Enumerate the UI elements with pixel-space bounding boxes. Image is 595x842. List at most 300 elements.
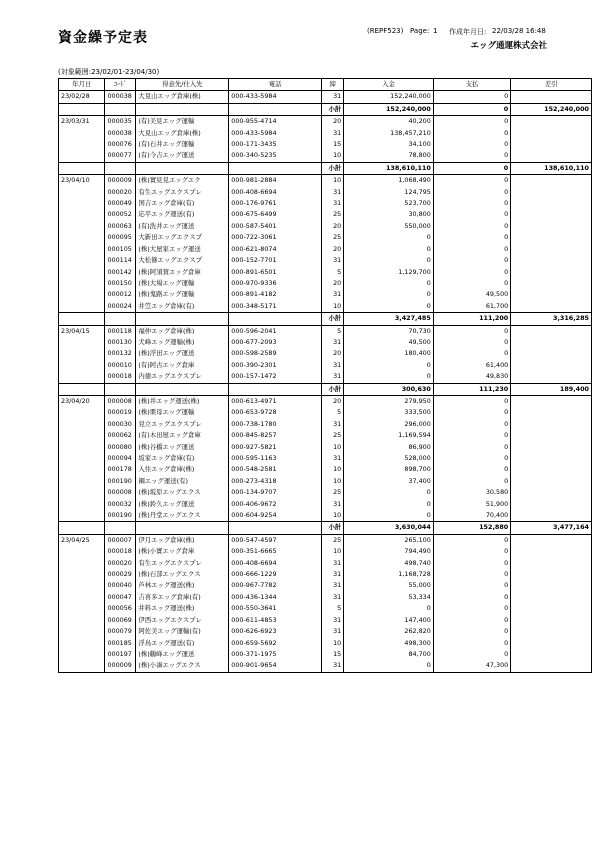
balance-cell bbox=[511, 395, 592, 407]
receipt-cell: 70,730 bbox=[344, 325, 434, 337]
phone-cell: 000-176-9761 bbox=[229, 198, 322, 209]
phone-cell bbox=[229, 383, 322, 395]
subtotal-receipt: 300,630 bbox=[344, 383, 434, 395]
table-row bbox=[59, 325, 592, 337]
partner-cell: (有)洗井エッグ運送 bbox=[136, 221, 229, 232]
phone-cell: 000-547-4597 bbox=[229, 534, 322, 546]
code-cell: 000130 bbox=[105, 337, 136, 348]
partner-cell: 内徳エッグエクスプレ bbox=[136, 371, 229, 383]
partner-cell: (有)石井エッグ運輸 bbox=[136, 139, 229, 150]
phone-cell: 000-970-9336 bbox=[229, 278, 322, 289]
table-row bbox=[59, 187, 592, 198]
balance-cell bbox=[511, 278, 592, 289]
partner-cell: (株)石部エッグエクス bbox=[136, 569, 229, 580]
partner-cell: (株)井エッグ運送(株) bbox=[136, 395, 229, 407]
phone-cell bbox=[229, 103, 322, 115]
receipt-cell: 0 bbox=[344, 510, 434, 522]
date-cell: 23/03/31 bbox=[59, 116, 105, 128]
program-id: (REPF523) bbox=[367, 27, 404, 35]
payment-cell: 0 bbox=[433, 221, 510, 232]
closing-day-cell: 31 bbox=[322, 558, 344, 569]
balance-cell bbox=[511, 116, 592, 128]
balance-cell bbox=[511, 91, 592, 103]
date-cell bbox=[59, 615, 105, 626]
payment-cell: 0 bbox=[433, 592, 510, 603]
phone-cell: 000-598-2589 bbox=[229, 348, 322, 359]
subtotal-receipt: 3,427,485 bbox=[344, 313, 434, 325]
closing-day-cell: 20 bbox=[322, 395, 344, 407]
partner-cell: (有)今吉エッグ運送 bbox=[136, 150, 229, 162]
partner-cell: 井笠エッグ倉庫(有) bbox=[136, 301, 229, 313]
subtotal-balance: 3,316,285 bbox=[511, 313, 592, 325]
code-cell: 000080 bbox=[105, 442, 136, 453]
balance-cell bbox=[511, 603, 592, 614]
table-row bbox=[59, 569, 592, 580]
phone-cell: 000-675-6499 bbox=[229, 209, 322, 220]
date-cell bbox=[59, 337, 105, 348]
phone-cell: 000-134-9707 bbox=[229, 487, 322, 498]
code-cell: 000190 bbox=[105, 476, 136, 487]
payment-cell: 61,700 bbox=[433, 301, 510, 313]
phone-cell: 000-626-6923 bbox=[229, 626, 322, 637]
partner-cell: 国吉エッグ倉庫(有) bbox=[136, 198, 229, 209]
code-cell: 000038 bbox=[105, 128, 136, 139]
payment-cell: 0 bbox=[433, 569, 510, 580]
receipt-cell: 0 bbox=[344, 289, 434, 300]
date-cell: 23/04/15 bbox=[59, 325, 105, 337]
table-row bbox=[59, 603, 592, 614]
closing-day-cell: 10 bbox=[322, 464, 344, 475]
subtotal-balance: 138,610,110 bbox=[511, 162, 592, 174]
phone-cell: 000-406-9672 bbox=[229, 499, 322, 510]
phone-cell: 000-152-7701 bbox=[229, 255, 322, 266]
subtotal-payment: 111,200 bbox=[433, 313, 510, 325]
closing-day-cell: 5 bbox=[322, 603, 344, 614]
date-cell bbox=[59, 558, 105, 569]
payment-cell: 0 bbox=[433, 430, 510, 441]
closing-day-cell: 20 bbox=[322, 221, 344, 232]
table-row bbox=[59, 510, 592, 522]
cash-flow-table bbox=[58, 78, 592, 673]
partner-cell: 大見山エッグ倉庫(株) bbox=[136, 91, 229, 103]
phone-cell: 000-157-1472 bbox=[229, 371, 322, 383]
closing-day-cell: 31 bbox=[322, 289, 344, 300]
subtotal-row bbox=[59, 103, 592, 115]
phone-cell bbox=[229, 313, 322, 325]
code-cell: 000010 bbox=[105, 360, 136, 371]
closing-day-cell: 5 bbox=[322, 325, 344, 337]
date-cell bbox=[59, 103, 105, 115]
balance-cell bbox=[511, 464, 592, 475]
table-row bbox=[59, 442, 592, 453]
date-cell bbox=[59, 198, 105, 209]
table-row bbox=[59, 580, 592, 591]
subtotal-receipt: 152,240,000 bbox=[344, 103, 434, 115]
phone-cell: 000-548-2581 bbox=[229, 464, 322, 475]
subtotal-payment: 152,880 bbox=[433, 522, 510, 534]
balance-cell bbox=[511, 255, 592, 266]
code-cell: 000024 bbox=[105, 301, 136, 313]
balance-cell bbox=[511, 150, 592, 162]
code-cell: 000009 bbox=[105, 660, 136, 672]
payment-cell: 47,300 bbox=[433, 660, 510, 672]
closing-day-cell: 10 bbox=[322, 510, 344, 522]
payment-cell: 0 bbox=[433, 626, 510, 637]
date-cell bbox=[59, 442, 105, 453]
page-label: Page: bbox=[410, 27, 430, 35]
table-row bbox=[59, 116, 592, 128]
table-row bbox=[59, 278, 592, 289]
payment-cell: 0 bbox=[433, 649, 510, 660]
code-cell bbox=[105, 313, 136, 325]
company-name: エッグ通運株式会社 bbox=[470, 41, 547, 51]
payment-cell: 0 bbox=[433, 128, 510, 139]
receipt-cell: 0 bbox=[344, 499, 434, 510]
receipt-cell: 1,168,728 bbox=[344, 569, 434, 580]
receipt-cell: 0 bbox=[344, 244, 434, 255]
payment-cell: 0 bbox=[433, 558, 510, 569]
date-cell bbox=[59, 371, 105, 383]
partner-cell: (株)實見見エッグエク bbox=[136, 175, 229, 187]
payment-cell: 49,500 bbox=[433, 289, 510, 300]
phone-cell: 000-348-5171 bbox=[229, 301, 322, 313]
receipt-cell: 84,700 bbox=[344, 649, 434, 660]
code-cell bbox=[105, 522, 136, 534]
balance-cell bbox=[511, 453, 592, 464]
date-cell bbox=[59, 255, 105, 266]
code-cell: 000076 bbox=[105, 139, 136, 150]
code-cell: 000077 bbox=[105, 150, 136, 162]
phone-cell: 000-666-1229 bbox=[229, 569, 322, 580]
partner-cell: 吉喜多エッグ倉庫(有) bbox=[136, 592, 229, 603]
table-row bbox=[59, 128, 592, 139]
table-row bbox=[59, 209, 592, 220]
balance-cell bbox=[511, 660, 592, 672]
date-cell bbox=[59, 453, 105, 464]
date-cell bbox=[59, 522, 105, 534]
phone-cell: 000-371-1975 bbox=[229, 649, 322, 660]
table-row bbox=[59, 499, 592, 510]
code-cell: 000095 bbox=[105, 232, 136, 243]
payment-cell: 30,580 bbox=[433, 487, 510, 498]
report-title: 資金繰予定表 bbox=[58, 30, 148, 46]
closing-day-cell: 31 bbox=[322, 187, 344, 198]
receipt-cell: 0 bbox=[344, 278, 434, 289]
partner-cell: 犬峰エッグ運輸(株) bbox=[136, 337, 229, 348]
table-row bbox=[59, 289, 592, 300]
closing-day-cell: 31 bbox=[322, 419, 344, 430]
partner-cell: 芦林エッグ運送(株) bbox=[136, 580, 229, 591]
subtotal-balance: 189,400 bbox=[511, 383, 592, 395]
partner-cell: 阿佐美エッグ運輸(有) bbox=[136, 626, 229, 637]
partner-cell: (有)美見エッグ運輸 bbox=[136, 116, 229, 128]
table-row bbox=[59, 91, 592, 103]
phone-cell: 000-587-5401 bbox=[229, 221, 322, 232]
balance-cell bbox=[511, 626, 592, 637]
balance-cell bbox=[511, 198, 592, 209]
phone-cell: 000-390-2301 bbox=[229, 360, 322, 371]
phone-cell: 000-967-7782 bbox=[229, 580, 322, 591]
date-cell bbox=[59, 313, 105, 325]
date-cell bbox=[59, 209, 105, 220]
closing-day-cell: 31 bbox=[322, 453, 344, 464]
code-cell: 000150 bbox=[105, 278, 136, 289]
table-body bbox=[59, 91, 592, 672]
table-row bbox=[59, 371, 592, 383]
phone-cell: 000-981-2884 bbox=[229, 175, 322, 187]
subtotal-row bbox=[59, 162, 592, 174]
payment-cell: 0 bbox=[433, 615, 510, 626]
payment-cell: 0 bbox=[433, 255, 510, 266]
payment-cell: 0 bbox=[433, 187, 510, 198]
payment-cell: 0 bbox=[433, 232, 510, 243]
code-cell: 000142 bbox=[105, 267, 136, 278]
subtotal-label: 小計 bbox=[322, 383, 344, 395]
balance-cell bbox=[511, 569, 592, 580]
date-cell bbox=[59, 626, 105, 637]
payment-cell: 0 bbox=[433, 546, 510, 557]
receipt-cell: 86,900 bbox=[344, 442, 434, 453]
payment-cell: 0 bbox=[433, 638, 510, 649]
partner-cell: 有生エッグエクスプレ bbox=[136, 558, 229, 569]
partner-cell: 入住エッグ倉庫(株) bbox=[136, 464, 229, 475]
code-cell bbox=[105, 383, 136, 395]
table-row bbox=[59, 476, 592, 487]
code-cell: 000132 bbox=[105, 348, 136, 359]
date-cell bbox=[59, 487, 105, 498]
payment-cell: 0 bbox=[433, 150, 510, 162]
balance-cell bbox=[511, 128, 592, 139]
date-cell bbox=[59, 162, 105, 174]
partner-cell: 大松篠エッグエクスプ bbox=[136, 255, 229, 266]
code-cell: 000069 bbox=[105, 615, 136, 626]
payment-cell: 0 bbox=[433, 476, 510, 487]
closing-day-cell: 31 bbox=[322, 660, 344, 672]
receipt-cell: 0 bbox=[344, 603, 434, 614]
receipt-cell: 333,500 bbox=[344, 407, 434, 418]
table-row bbox=[59, 649, 592, 660]
closing-day-cell: 10 bbox=[322, 638, 344, 649]
created-datetime: 22/03/28 16:48 bbox=[492, 27, 546, 35]
receipt-cell: 0 bbox=[344, 360, 434, 371]
date-cell bbox=[59, 499, 105, 510]
date-cell bbox=[59, 592, 105, 603]
receipt-cell: 550,000 bbox=[344, 221, 434, 232]
date-cell bbox=[59, 580, 105, 591]
table-row bbox=[59, 464, 592, 475]
receipt-cell: 296,000 bbox=[344, 419, 434, 430]
column-header: 年月日 bbox=[59, 79, 105, 91]
receipt-cell: 523,700 bbox=[344, 198, 434, 209]
phone-cell: 000-595-1163 bbox=[229, 453, 322, 464]
code-cell: 000185 bbox=[105, 638, 136, 649]
balance-cell bbox=[511, 244, 592, 255]
closing-day-cell: 31 bbox=[322, 371, 344, 383]
closing-day-cell: 31 bbox=[322, 499, 344, 510]
partner-cell: (株)鶴峰エッグ運送 bbox=[136, 649, 229, 660]
date-cell bbox=[59, 510, 105, 522]
code-cell: 000018 bbox=[105, 371, 136, 383]
code-cell: 000038 bbox=[105, 91, 136, 103]
phone-cell: 000-604-9254 bbox=[229, 510, 322, 522]
balance-cell bbox=[511, 221, 592, 232]
partner-cell: (有)木田屋エッグ倉庫 bbox=[136, 430, 229, 441]
closing-day-cell: 31 bbox=[322, 337, 344, 348]
closing-day-cell: 5 bbox=[322, 267, 344, 278]
balance-cell bbox=[511, 175, 592, 187]
partner-cell bbox=[136, 383, 229, 395]
payment-cell: 0 bbox=[433, 453, 510, 464]
phone-cell: 000-891-4182 bbox=[229, 289, 322, 300]
phone-cell: 000-340-5235 bbox=[229, 150, 322, 162]
subtotal-label: 小計 bbox=[322, 103, 344, 115]
column-header: ｺｰﾄﾞ bbox=[105, 79, 136, 91]
receipt-cell: 53,334 bbox=[344, 592, 434, 603]
date-cell bbox=[59, 128, 105, 139]
balance-cell bbox=[511, 592, 592, 603]
date-cell bbox=[59, 187, 105, 198]
code-cell: 000178 bbox=[105, 464, 136, 475]
receipt-cell: 34,100 bbox=[344, 139, 434, 150]
date-cell bbox=[59, 232, 105, 243]
code-cell: 000035 bbox=[105, 116, 136, 128]
closing-day-cell: 25 bbox=[322, 534, 344, 546]
partner-cell: (株)鈴久エッグ運送 bbox=[136, 499, 229, 510]
date-cell bbox=[59, 348, 105, 359]
balance-cell bbox=[511, 430, 592, 441]
balance-cell bbox=[511, 267, 592, 278]
subtotal-row bbox=[59, 313, 592, 325]
partner-cell: (株)谷橋エッグ運送 bbox=[136, 442, 229, 453]
balance-cell bbox=[511, 546, 592, 557]
table-row bbox=[59, 255, 592, 266]
date-cell bbox=[59, 289, 105, 300]
partner-cell bbox=[136, 313, 229, 325]
phone-cell: 000-273-4318 bbox=[229, 476, 322, 487]
partner-cell: (株)丹堂エッグエクス bbox=[136, 510, 229, 522]
partner-cell: 坂家エッグ倉庫(有) bbox=[136, 453, 229, 464]
receipt-cell: 0 bbox=[344, 255, 434, 266]
phone-cell: 000-901-9654 bbox=[229, 660, 322, 672]
closing-day-cell: 31 bbox=[322, 580, 344, 591]
payment-cell: 0 bbox=[433, 91, 510, 103]
closing-day-cell: 31 bbox=[322, 255, 344, 266]
closing-day-cell: 20 bbox=[322, 278, 344, 289]
closing-day-cell: 5 bbox=[322, 407, 344, 418]
partner-cell bbox=[136, 522, 229, 534]
partner-cell: 応平エッグ運送(有) bbox=[136, 209, 229, 220]
balance-cell bbox=[511, 301, 592, 313]
code-cell: 000009 bbox=[105, 175, 136, 187]
balance-cell bbox=[511, 360, 592, 371]
table-row bbox=[59, 487, 592, 498]
date-cell bbox=[59, 267, 105, 278]
subtotal-label: 小計 bbox=[322, 313, 344, 325]
balance-cell bbox=[511, 580, 592, 591]
receipt-cell: 40,200 bbox=[344, 116, 434, 128]
receipt-cell: 138,457,210 bbox=[344, 128, 434, 139]
date-cell: 23/04/10 bbox=[59, 175, 105, 187]
partner-cell: 見立エッグエクスプレ bbox=[136, 419, 229, 430]
phone-cell: 000-436-1344 bbox=[229, 592, 322, 603]
partner-cell: 福仲エッグ倉庫(株) bbox=[136, 325, 229, 337]
receipt-cell: 0 bbox=[344, 232, 434, 243]
receipt-cell: 279,950 bbox=[344, 395, 434, 407]
table-row bbox=[59, 626, 592, 637]
date-cell bbox=[59, 221, 105, 232]
partner-cell: (株)大場エッグ運輸 bbox=[136, 278, 229, 289]
subtotal-row bbox=[59, 383, 592, 395]
partner-cell: (株)大屋家エッグ運送 bbox=[136, 244, 229, 255]
balance-cell bbox=[511, 510, 592, 522]
payment-cell: 0 bbox=[433, 534, 510, 546]
partner-cell: 伊月エッグ倉庫(株) bbox=[136, 534, 229, 546]
receipt-cell: 30,800 bbox=[344, 209, 434, 220]
receipt-cell: 152,240,000 bbox=[344, 91, 434, 103]
phone-cell bbox=[229, 522, 322, 534]
payment-cell: 0 bbox=[433, 139, 510, 150]
closing-day-cell: 31 bbox=[322, 198, 344, 209]
payment-cell: 0 bbox=[433, 348, 510, 359]
payment-cell: 0 bbox=[433, 175, 510, 187]
table-row bbox=[59, 198, 592, 209]
column-header: 電話 bbox=[229, 79, 322, 91]
payment-cell: 0 bbox=[433, 244, 510, 255]
column-header: 入金 bbox=[344, 79, 434, 91]
partner-cell bbox=[136, 162, 229, 174]
balance-cell bbox=[511, 638, 592, 649]
date-cell bbox=[59, 383, 105, 395]
payment-cell: 61,400 bbox=[433, 360, 510, 371]
partner-cell: 大新田エッグエクスプ bbox=[136, 232, 229, 243]
payment-cell: 51,900 bbox=[433, 499, 510, 510]
closing-day-cell: 25 bbox=[322, 430, 344, 441]
phone-cell: 000-433-5984 bbox=[229, 128, 322, 139]
receipt-cell: 1,169,594 bbox=[344, 430, 434, 441]
closing-day-cell: 31 bbox=[322, 128, 344, 139]
closing-day-cell: 10 bbox=[322, 150, 344, 162]
date-cell bbox=[59, 546, 105, 557]
code-cell: 000008 bbox=[105, 487, 136, 498]
code-cell: 000052 bbox=[105, 209, 136, 220]
payment-cell: 0 bbox=[433, 325, 510, 337]
table-row bbox=[59, 534, 592, 546]
balance-cell bbox=[511, 325, 592, 337]
closing-day-cell: 25 bbox=[322, 232, 344, 243]
balance-cell bbox=[511, 615, 592, 626]
closing-day-cell: 20 bbox=[322, 116, 344, 128]
phone-cell: 000-408-6694 bbox=[229, 558, 322, 569]
date-cell bbox=[59, 430, 105, 441]
payment-cell: 0 bbox=[433, 580, 510, 591]
balance-cell bbox=[511, 558, 592, 569]
date-cell bbox=[59, 660, 105, 672]
partner-cell: (株)小湊エッグエクス bbox=[136, 660, 229, 672]
payment-cell: 0 bbox=[433, 395, 510, 407]
receipt-cell: 0 bbox=[344, 371, 434, 383]
receipt-cell: 147,400 bbox=[344, 615, 434, 626]
phone-cell: 000-738-1780 bbox=[229, 419, 322, 430]
balance-cell bbox=[511, 348, 592, 359]
table-row bbox=[59, 244, 592, 255]
date-cell bbox=[59, 244, 105, 255]
balance-cell bbox=[511, 407, 592, 418]
payment-cell: 0 bbox=[433, 116, 510, 128]
table-row bbox=[59, 430, 592, 441]
subtotal-payment: 111,230 bbox=[433, 383, 510, 395]
partner-cell: (株)坂原エッグエクス bbox=[136, 487, 229, 498]
phone-cell: 000-550-3641 bbox=[229, 603, 322, 614]
